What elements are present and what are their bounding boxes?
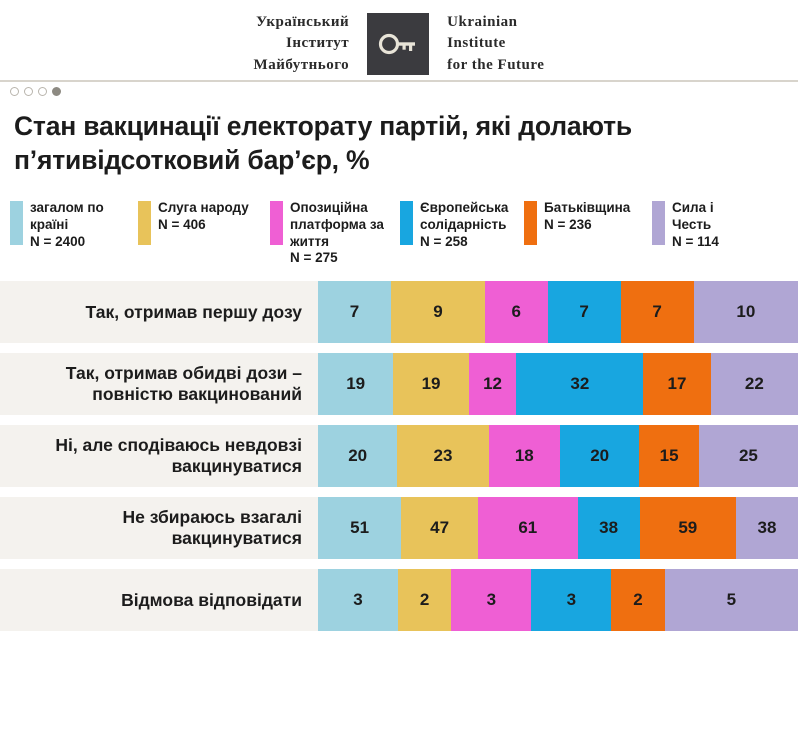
chart-bar-segment: 12	[469, 353, 517, 415]
dot-1-icon	[10, 87, 19, 96]
chart-bar-segment: 18	[489, 425, 560, 487]
chart-row	[0, 569, 798, 631]
chart-bar-segment: 20	[318, 425, 397, 487]
brand-line-en-1: Ukrainian	[447, 14, 518, 31]
chart-legend	[10, 200, 788, 268]
chart-bar-segment: 6	[485, 281, 548, 343]
legend-item-text	[30, 200, 130, 251]
key-icon	[367, 13, 429, 75]
dot-3-icon	[38, 87, 47, 96]
legend-item	[138, 200, 270, 245]
chart-bar-segment: 3	[318, 569, 398, 631]
legend-item-n: N = 258	[420, 233, 468, 249]
legend-item-label: Сила і Честь	[672, 199, 714, 232]
dot-2-icon	[24, 87, 33, 96]
chart-bar-segment: 3	[451, 569, 531, 631]
chart-bar-segment: 9	[391, 281, 485, 343]
chart-bar-segment: 38	[578, 497, 640, 559]
chart-row-bars	[318, 497, 798, 559]
chart-bar-segment: 3	[531, 569, 611, 631]
chart-row-label: Так, отримав обидві дози – повністю вакцинований	[0, 353, 318, 415]
legend-item-text	[420, 200, 516, 251]
legend-item-label: загалом по країні	[30, 199, 104, 232]
legend-item	[400, 200, 524, 251]
chart-bar-segment: 15	[639, 425, 699, 487]
chart-row	[0, 281, 798, 343]
chart-bar-segment: 10	[694, 281, 798, 343]
chart-bar-segment: 7	[318, 281, 391, 343]
brand-line-uk-2: Інститут	[285, 35, 350, 52]
legend-swatch-icon	[138, 201, 151, 245]
chart-bar-segment: 38	[736, 497, 798, 559]
legend-swatch-icon	[652, 201, 665, 245]
chart-row-label: Відмова відповідати	[0, 569, 318, 631]
chart-bar-segment: 2	[398, 569, 451, 631]
legend-item-label: Європейська солідарність	[420, 199, 509, 232]
legend-item-label: Батьківщина	[544, 199, 631, 215]
chart-row-label: Ні, але сподіваюсь невдовзі вакцинуватися	[0, 425, 318, 487]
chart-bar-segment: 5	[665, 569, 798, 631]
chart-row-label: Не збираюсь взагалі вакцинуватися	[0, 497, 318, 559]
legend-item-n: N = 275	[290, 250, 338, 266]
chart-row	[0, 353, 798, 415]
chart-bar-segment: 19	[318, 353, 393, 415]
chart-row	[0, 497, 798, 559]
legend-swatch-icon	[270, 201, 283, 245]
legend-item	[10, 200, 138, 251]
brand-name-english	[447, 12, 544, 76]
chart-bar-segment: 7	[548, 281, 621, 343]
legend-item-n: N = 2400	[30, 233, 86, 249]
brand-line-en-3: for the Future	[447, 56, 545, 73]
legend-item-text	[672, 200, 754, 251]
legend-swatch-icon	[524, 201, 537, 245]
legend-item	[524, 200, 652, 245]
chart-bar-segment: 2	[611, 569, 664, 631]
legend-item	[270, 200, 400, 268]
brand-name-ukrainian	[254, 12, 350, 76]
chart-bar-segment: 19	[393, 353, 468, 415]
chart-bar-segment: 22	[711, 353, 798, 415]
legend-item-label: Опозиційна платформа за життя	[290, 199, 384, 249]
legend-swatch-icon	[400, 201, 413, 245]
legend-item-text	[290, 200, 392, 268]
chart-row-bars	[318, 353, 798, 415]
brand-header	[0, 0, 798, 76]
legend-item-n: N = 114	[672, 233, 719, 249]
chart-bar-segment: 61	[478, 497, 578, 559]
legend-item-text	[544, 200, 630, 234]
chart-bar-segment: 25	[699, 425, 798, 487]
legend-item-text	[158, 200, 249, 234]
chart-bar-segment: 7	[621, 281, 694, 343]
legend-item-label: Слуга народу	[158, 199, 249, 215]
chart-row-bars	[318, 425, 798, 487]
brand-line-en-2: Institute	[447, 35, 506, 52]
legend-item-n: N = 236	[544, 216, 592, 232]
chart-bar-segment: 47	[401, 497, 478, 559]
legend-item	[652, 200, 762, 251]
chart-bar-segment: 32	[516, 353, 643, 415]
chart-bar-segment: 23	[397, 425, 488, 487]
brand-line-uk-1: Український	[256, 14, 350, 31]
brand-line-uk-3: Майбутнього	[253, 56, 350, 73]
chart-bar-segment: 17	[643, 353, 710, 415]
legend-item-n: N = 406	[158, 216, 206, 232]
chart-row	[0, 425, 798, 487]
chart-row-bars	[318, 281, 798, 343]
page-title: Стан вакцинації електорату партій, які долають п’ятивідсотковий бар’єр, %	[14, 111, 633, 175]
chart-bar-segment: 59	[640, 497, 736, 559]
legend-swatch-icon	[10, 201, 23, 245]
chart-row-label: Так, отримав першу дозу	[0, 281, 318, 343]
chart-bar-segment: 51	[318, 497, 401, 559]
divider	[0, 80, 798, 102]
chart-rows	[0, 281, 798, 631]
chart-row-bars	[318, 569, 798, 631]
dot-indicator	[10, 87, 61, 96]
chart-bar-segment: 20	[560, 425, 639, 487]
dot-4-icon	[52, 87, 61, 96]
